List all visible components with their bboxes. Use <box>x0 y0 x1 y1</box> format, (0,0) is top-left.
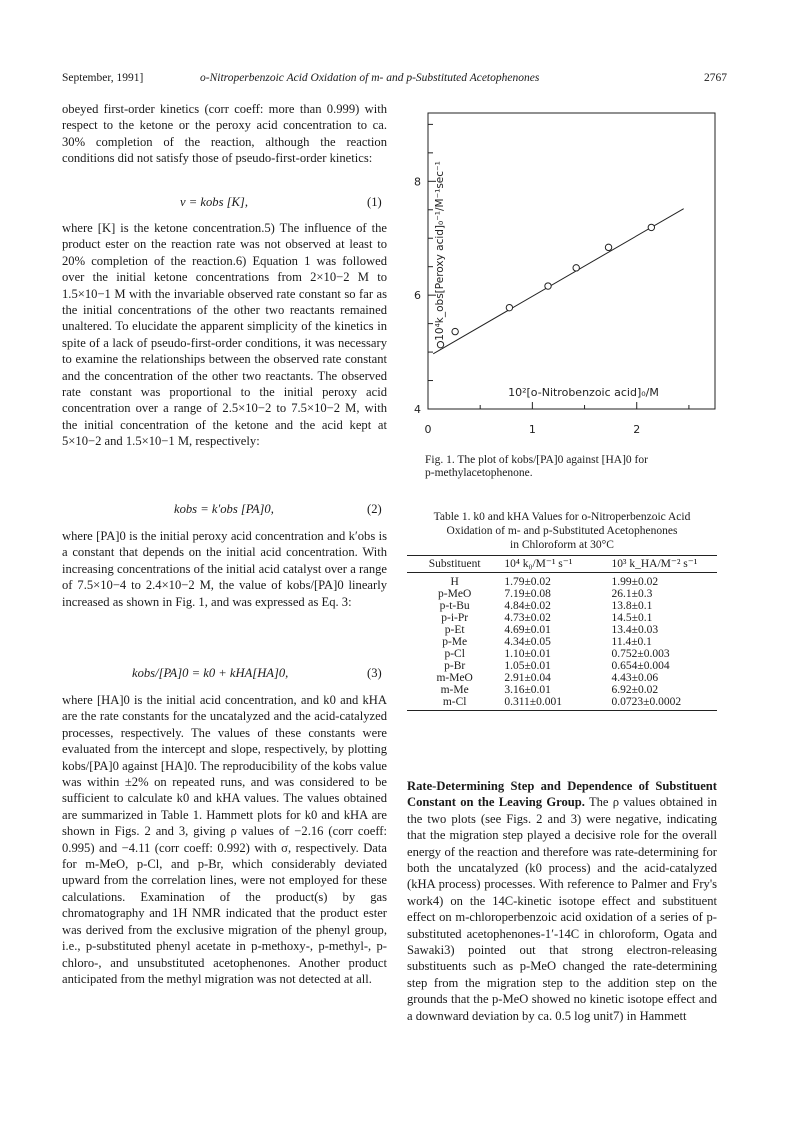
figure-1-caption-line-2: p-methylacetophenone. <box>425 467 533 479</box>
left-paragraph-2: where [K] is the ketone concentration.5) The influence of the product ester on the reaction rate was not observed at least to 20% completion of the reaction.6) Equation 1 was followed over the initial ketone concentrations from 2×10−2 M to 1.5×10−1 M with the invariable observed rate constant so far as the initial concentrations of the other two reactants remained unaltered. To elucidate the apparent simplicity of the kinetics in spite of a lack of pseudo-first-order conditions, it was necessary to examine the relationships between the observed rate constant and the concentration of the other two reactants. The observed rate constant was proportional to the initial peroxy acid concentration over a range of 2.5×10−2 to 7.5×10−2 M, with the initial concentration of the ketone and the acid kept at 5×10−2 and 1.5×10−1 M, respectively: <box>62 221 387 449</box>
left-paragraph-3: where [PA]0 is the initial peroxy acid concentration and k′obs is a constant that depends on the initial acid concentration. With increasing concentrations of the initial acid catalyst over a range of 7.5×10−4 to 2.4×10−2 M, the value of kobs/[PA]0 linearly increased as shown in Fig. 1, and was expressed as Eq. 3: <box>62 529 387 609</box>
y-tick-label: 4 <box>414 403 421 416</box>
table-row <box>407 672 717 684</box>
x-tick-label: 1 <box>528 423 536 436</box>
section-heading: Rate-Determining Step and Dependence of Substituent Constant on the Leaving Group. <box>407 779 717 810</box>
equation-3: kobs/[PA]0 = k0 + kHA[HA]0, <box>132 666 289 680</box>
right-paragraph-text: The ρ values obtained in the two plots (see Figs. 2 and 3) were negative, indicating that the migration step played a decisive role for the overall energy of the reaction and therefore was rate-determining for both the uncatalyzed (k0 process) and the acid-catalyzed (kHA process) processes. With reference to Palmer and Fry's work4) on the 14C-kinetic isotope effect and substituent effect on m-chloroperbenzoic acid oxidation of a series of p-substituted acetophenones-1′-14C in chloroform, Ogata and Sawaki3) pointed out that strong electron-releasing substituents such as p-MeO changed the rate-determining step from the migration step to the addition step on the grounds that the p-MeO showed no kinetic isotope effect and a downward deviation by ca. 0.5 log unit7) in Hammett <box>407 795 717 1023</box>
table-row <box>407 624 717 636</box>
substituent-cell: p-MeO <box>438 588 472 600</box>
y-tick-label: 8 <box>414 175 421 189</box>
regression-line <box>433 209 683 354</box>
kha-cell: 13.4±0.03 <box>611 624 659 636</box>
data-point <box>437 341 443 347</box>
plot-frame <box>428 113 715 409</box>
column-header: 10⁴ k₀/M⁻¹ s⁻¹ <box>502 556 609 573</box>
k0-cell: 4.69±0.01 <box>504 624 551 636</box>
equation-1-number: (1) <box>367 195 382 209</box>
k0-cell: 1.10±0.01 <box>504 648 551 660</box>
data-point <box>452 328 458 334</box>
k0-cell: 4.34±0.05 <box>504 636 551 648</box>
data-point <box>605 244 611 250</box>
k0-cell: 7.19±0.08 <box>504 588 551 600</box>
table-row <box>407 660 717 672</box>
kha-cell: 0.0723±0.0002 <box>610 696 717 711</box>
kha-cell: 0.654±0.004 <box>611 660 670 672</box>
table-1-caption-line-3: in Chloroform at 30°C <box>510 539 614 551</box>
k0-cell: 0.311±0.001 <box>502 696 609 711</box>
table-row <box>407 684 717 696</box>
substituent-cell: m-Cl <box>407 696 502 711</box>
table-row <box>407 600 717 612</box>
left-paragraph-1: obeyed first-order kinetics (corr coeff: more than 0.999) with respect to the ketone or the peroxy acid concentration to ca. 30% completion of the reaction, although the reaction conditions did not satisfy those of pseudo-first-order kinetics: <box>62 102 387 166</box>
equation-2-number: (2) <box>367 502 382 516</box>
data-point <box>545 283 551 289</box>
figure-1-chart <box>395 105 725 445</box>
kha-cell: 6.92±0.02 <box>611 684 659 696</box>
kha-cell: 14.5±0.1 <box>611 612 653 624</box>
k0-cell: 1.05±0.01 <box>504 660 551 672</box>
table-row <box>407 573 717 589</box>
kha-cell: 11.4±0.1 <box>611 636 652 648</box>
data-point <box>506 304 512 310</box>
y-tick-label: 6 <box>414 289 421 303</box>
equation-1: v = kobs [K], <box>180 195 248 209</box>
kha-cell: 4.43±0.06 <box>611 672 659 684</box>
column-header: 10³ k_HA/M⁻² s⁻¹ <box>610 556 717 573</box>
k0-cell: 4.84±0.02 <box>504 600 551 612</box>
data-point <box>648 224 654 230</box>
x-axis-label: 10²[o-Nitrobenzoic acid]₀/M <box>508 386 659 399</box>
x-tick-label: 0 <box>424 423 432 436</box>
table-row <box>407 636 717 648</box>
data-point <box>573 265 579 271</box>
kha-cell: 0.752±0.003 <box>611 648 670 660</box>
equation-3-number: (3) <box>367 666 382 680</box>
k0-cell: 4.73±0.02 <box>504 612 551 624</box>
y-axis-label: 10⁴k_obs[Peroxy acid]₀⁻¹/M⁻¹sec⁻¹ <box>434 161 446 341</box>
table-row <box>407 588 717 600</box>
table-1-caption-line-1: Table 1. k0 and kHA Values for o-Nitroperbenzoic Acid <box>433 511 691 523</box>
header-date: September, 1991] <box>62 72 144 84</box>
k0-cell: 3.16±0.01 <box>504 684 551 696</box>
right-paragraph-1 <box>407 778 717 1024</box>
substituent-cell: p-Me <box>442 636 468 648</box>
kha-cell: 1.99±0.02 <box>611 576 659 588</box>
table-header-row <box>407 556 717 573</box>
equation-2: kobs = k′obs [PA]0, <box>174 502 274 516</box>
x-tick-label: 2 <box>633 423 641 436</box>
substituent-cell: H <box>450 576 459 588</box>
substituent-cell: p-Et <box>444 624 465 636</box>
substituent-cell: p-t-Bu <box>439 600 470 612</box>
table-row <box>407 648 717 660</box>
substituent-cell: m-Me <box>440 684 469 696</box>
kha-cell: 13.8±0.1 <box>611 600 653 612</box>
left-paragraph-4: where [HA]0 is the initial acid concentration, and k0 and kHA are the rate constants for the uncatalyzed and the acid-catalyzed processes, respectively. The values of these constants were evaluated from the intercept and slope, respectively, by plotting kobs/[PA]0 against [HA]0. The reproducibility of the kobs value was within ±2% on repeated runs, and was considered to be sufficient to calculate k0 and kHA values. The values obtained are summarized in Table 1. Hammett plots for k0 and kHA are shown in Figs. 2 and 3, giving ρ values of −2.16 (corr coeff: 0.995) and −4.11 (corr coeff: 0.992) with σ, respectively. Data for m-MeO, p-Cl, and p-Br, which considerably deviated upward from the correlation lines, were not employed for these calculations. Examination of the product(s) by gas chromatography and 1H NMR indicated that the product ester was derived from the exclusive migration of the phenyl group, i.e., p-substituted phenyl acetate in p-methoxy-, p-methyl-, p-chloro-, and unsubstituted acetophenones. Another product anticipated from the methyl migration was not detected at all. <box>62 693 387 986</box>
substituent-cell: m-MeO <box>436 672 473 684</box>
kha-cell: 26.1±0.3 <box>611 588 653 600</box>
k0-cell: 1.79±0.02 <box>504 576 551 588</box>
table-row <box>407 612 717 624</box>
table-1-caption-line-2: Oxidation of m- and p-Substituted Acetophenones <box>446 525 678 537</box>
k0-cell: 2.91±0.04 <box>504 672 551 684</box>
substituent-cell: p-Cl <box>444 648 465 660</box>
substituent-cell: p-Br <box>444 660 466 672</box>
figure-1-caption-line-1: Fig. 1. The plot of kobs/[PA]0 against [HA]0 for <box>425 454 648 466</box>
substituent-cell: p-i-Pr <box>441 612 469 624</box>
header-title: o-Nitroperbenzoic Acid Oxidation of m- and p-Substituted Acetophenones <box>200 72 540 84</box>
table-1 <box>407 555 717 711</box>
header-page-number: 2767 <box>704 72 727 84</box>
table-row <box>407 696 717 711</box>
column-header: Substituent <box>407 556 502 573</box>
